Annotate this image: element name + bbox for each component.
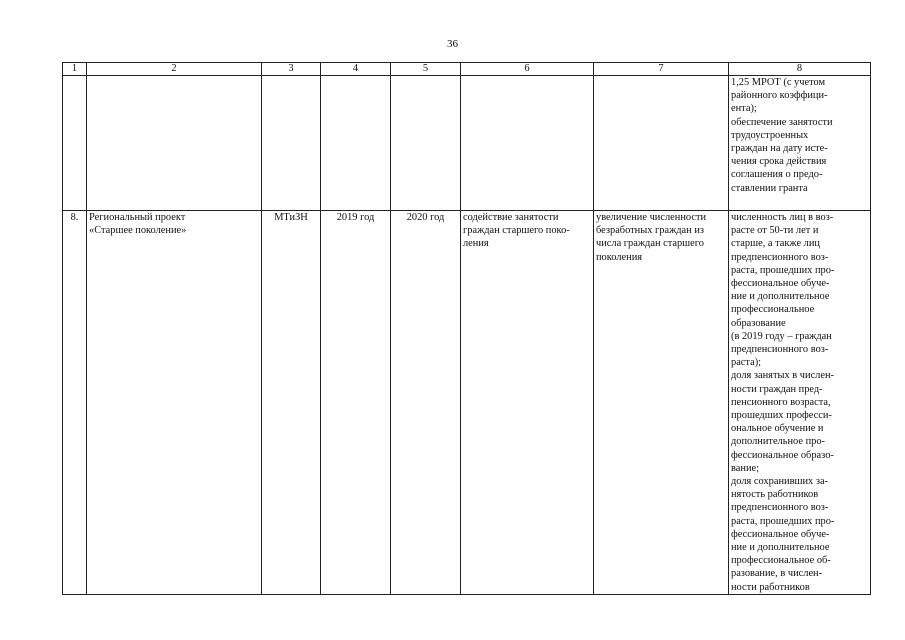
indicator-line: ональное обучение и [731, 423, 824, 435]
project-name-cell [87, 211, 262, 595]
cont-indicator-line: чения срока действия [731, 156, 827, 168]
cont-indicator-line: трудоустроенных [731, 129, 809, 141]
indicator-line: фессиональное образо- [731, 449, 834, 461]
indicator-line: старше, а также лиц [731, 238, 820, 250]
row-number: 8. [63, 211, 87, 595]
cont-cell-4 [321, 76, 391, 211]
result-line: увеличение численности [596, 212, 707, 223]
indicator-line: раста, прошедших про- [731, 264, 835, 276]
cont-indicator-line: ставлении гранта [731, 182, 808, 194]
indicator-line: предпенсионного воз- [731, 502, 829, 514]
indicator-line: доля занятых в числен- [731, 370, 834, 382]
column-header-5: 5 [391, 63, 461, 76]
indicator-line: дополнительное про- [731, 436, 825, 448]
cont-cell-2 [87, 76, 262, 211]
project-name-line: «Старшее поколение» [89, 225, 187, 237]
cont-indicator-line: 1,25 МРОТ (с учетом [731, 77, 826, 88]
result-line: числа граждан старшего [596, 238, 704, 250]
indicator-line: (в 2019 году – граждан [731, 330, 832, 342]
indicator-line: вание; [731, 462, 760, 474]
column-header-6: 6 [461, 63, 594, 76]
indicator-line: фессиональное обуче- [731, 528, 830, 540]
continuation-row [63, 76, 871, 211]
indicator-line: профессиональное об- [731, 555, 831, 567]
indicator-line: прошедших професси- [731, 410, 832, 422]
indicator-line: раста); [731, 357, 762, 369]
indicator-line: разование, в числен- [731, 568, 823, 580]
goal-line: ления [463, 238, 489, 250]
project-name-line: Региональный проект [89, 212, 186, 223]
column-header-3: 3 [262, 63, 321, 76]
indicator-line: фессиональное обуче- [731, 278, 830, 290]
cont-cell-6 [461, 76, 594, 211]
indicator-line: ние и дополнительное [731, 291, 830, 303]
result-line: поколения [596, 251, 643, 263]
column-header-2: 2 [87, 63, 262, 76]
cont-cell-1 [63, 76, 87, 211]
goal-cell [461, 211, 594, 595]
indicator-line: образование [731, 317, 786, 329]
end-year-cell: 2020 год [391, 211, 461, 595]
indicator-line: ние и дополнительное [731, 542, 830, 554]
table-row-8 [63, 211, 871, 595]
document-table [62, 62, 871, 595]
result-line: безработных граждан из [596, 225, 704, 237]
column-header-8: 8 [729, 63, 871, 76]
column-header-1: 1 [63, 63, 87, 76]
cont-cell-7 [594, 76, 729, 211]
indicator-line: доля сохранивших за- [731, 476, 829, 488]
goal-line: содействие занятости [463, 212, 559, 223]
cont-indicators-cell [729, 76, 871, 211]
cont-indicator-line: районного коэффици- [731, 90, 828, 102]
indicator-line: профессиональное [731, 304, 815, 316]
executor-cell: МТиЗН [262, 211, 321, 595]
cont-cell-5 [391, 76, 461, 211]
expected-result-cell [594, 211, 729, 595]
cont-indicator-line: соглашения о предо- [731, 169, 823, 181]
indicators-cell [729, 211, 871, 595]
cont-indicator-line: обеспечение занятости [731, 116, 833, 128]
cont-indicator-line: ента); [731, 103, 757, 115]
indicator-line: ности граждан пред- [731, 383, 823, 395]
page-number: 36 [447, 38, 458, 50]
indicator-line: раста, прошедших про- [731, 515, 835, 527]
start-year-cell: 2019 год [321, 211, 391, 595]
cont-cell-3 [262, 76, 321, 211]
indicator-line: численность лиц в воз- [731, 212, 834, 223]
column-number-header-row [63, 63, 871, 76]
column-header-4: 4 [321, 63, 391, 76]
indicator-line: ности работников [731, 581, 810, 593]
indicator-line: пенсионного возраста, [731, 396, 831, 408]
indicator-line: нятость работников [731, 489, 819, 501]
indicator-line: предпенсионного воз- [731, 251, 829, 263]
indicator-line: расте от 50-ти лет и [731, 225, 819, 237]
indicator-line: предпенсионного воз- [731, 344, 829, 356]
goal-line: граждан старшего поко- [463, 225, 570, 237]
column-header-7: 7 [594, 63, 729, 76]
cont-indicator-line: граждан на дату истe- [731, 143, 828, 155]
